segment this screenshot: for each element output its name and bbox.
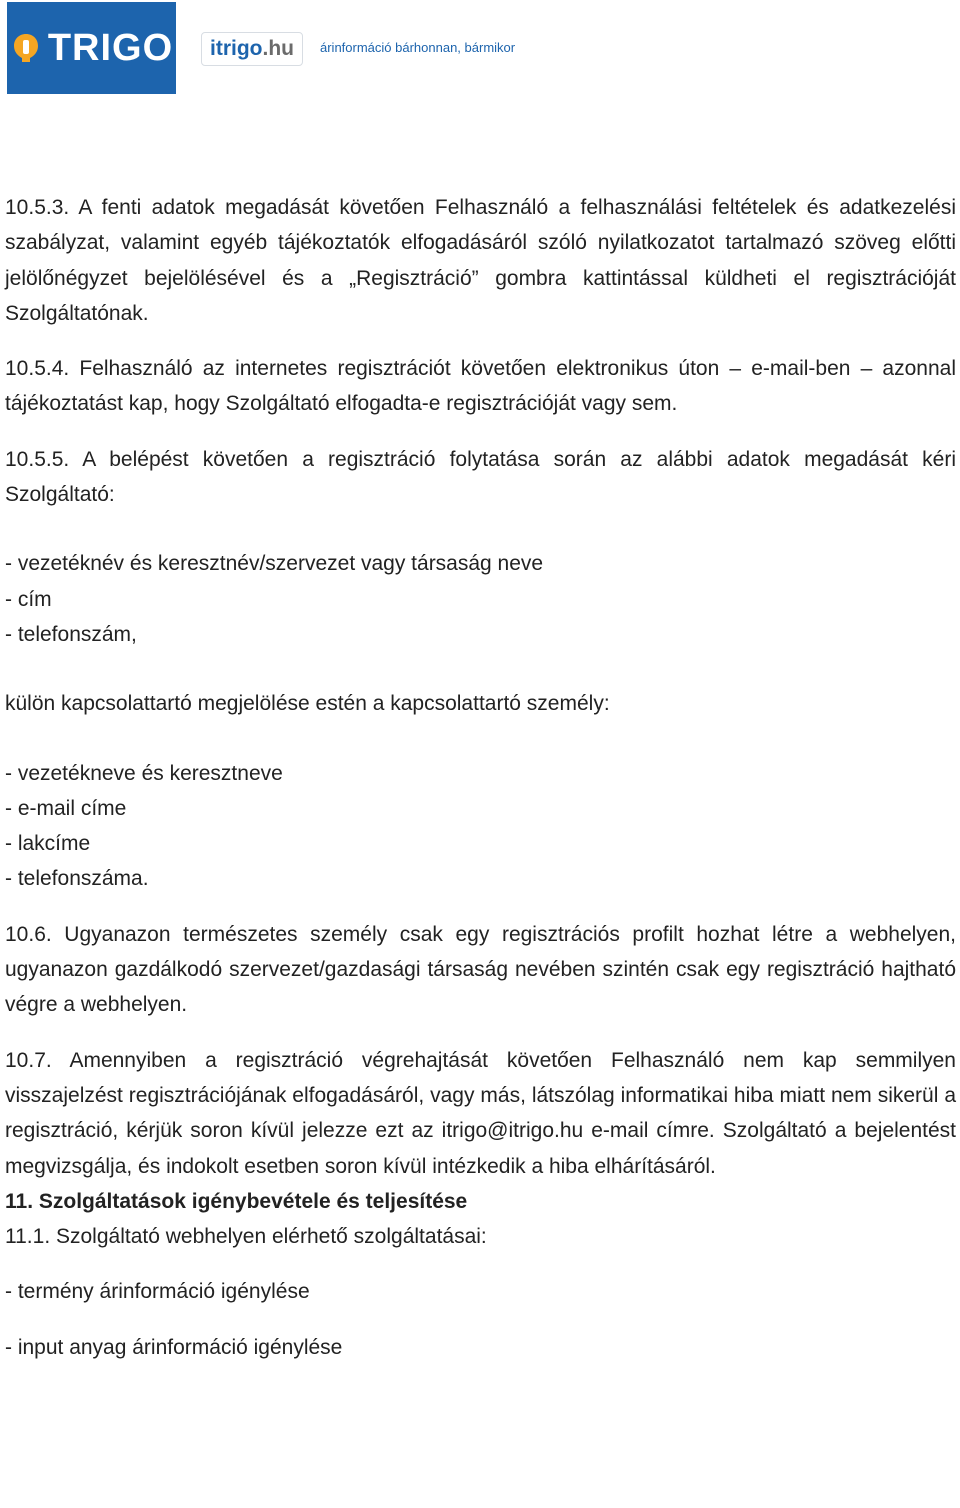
- paragraph-10-5-5: 10.5.5. A belépést követően a regisztráció folytatása során az alábbi adatok megadását kéri Szolgáltató:: [5, 447, 956, 507]
- trigo-logo[interactable]: [7, 2, 176, 94]
- list-item: - input anyag árinformáció igénylése: [5, 1335, 343, 1359]
- paragraph-10-7: 10.7. Amennyiben a regisztráció végrehajtását követően Felhasználó nem kap semmilyen visszajelzést regisztrációjának elfogadásáról, vagy más, látszólag informatikai hiba miatt nem sikerül a regisztráció, kérjük soron kívül jelezze ezt az itrigo@itrigo.hu e-mail címre. Szolgáltató a bejelentést megvizsgálja, és indokolt esetben soron kívül intézkedik a hiba elhárításáról.: [5, 1048, 956, 1178]
- list-item: - telefonszám,: [5, 622, 137, 646]
- registration-data-list: [5, 546, 956, 652]
- list-item: - termény árinformáció igénylése: [5, 1280, 310, 1304]
- page-header: [0, 0, 960, 100]
- contact-data-list: [5, 756, 956, 897]
- list-item: - e-mail címe: [5, 796, 127, 820]
- paragraph-contact-person: külön kapcsolattartó megjelölése estén a kapcsolattartó személy:: [5, 692, 610, 716]
- list-item: - vezetékneve és keresztneve: [5, 761, 283, 785]
- itrigo-logo-main: itrigo: [210, 37, 263, 60]
- list-item: - telefonszáma.: [5, 867, 149, 891]
- paragraph-10-5-4: 10.5.4. Felhasználó az internetes regisztrációt követően elektronikus úton – e-mail-ben – azonnal tájékoztatást kap, hogy Szolgáltató elfogadta-e regisztrációját vagy sem.: [5, 357, 956, 416]
- itrigo-logo-domain: .hu: [262, 37, 294, 60]
- paragraph-11-1: 11.1. Szolgáltató webhelyen elérhető szolgáltatásai:: [5, 1225, 487, 1249]
- list-item: - lakcíme: [5, 832, 91, 856]
- itrigo-logo[interactable]: [201, 32, 303, 66]
- section-heading-11: 11. Szolgáltatások igénybevétele és teljesítése: [5, 1189, 468, 1213]
- paragraph-10-5-3: 10.5.3. A fenti adatok megadását követően Felhasználó a felhasználási feltételek és adatkezelési szabályzat, valamint egyéb tájékoztatók elfogadásáról szóló nyilatkozatot tartalmazó szöveg előtti jelölőnégyzet bejelölésével és a „Regisztráció” gombra kattintással küldheti el regisztrációját Szolgáltatónak.: [5, 196, 956, 325]
- list-item: - cím: [5, 587, 52, 611]
- trigo-logo-text: TRIGO: [47, 27, 174, 69]
- header-tagline: árinformáció bárhonnan, bármikor: [320, 40, 516, 55]
- list-item: - vezetéknév és keresztnév/szervezet vagy társaság neve: [5, 552, 544, 576]
- document-body: [5, 190, 956, 1365]
- trigo-logo-icon: [10, 32, 42, 64]
- paragraph-10-6: 10.6. Ugyanazon természetes személy csak egy regisztrációs profilt hozhat létre a webhelyen, ugyanazon gazdálkodó szervezet/gazdasági társaság nevében szintén csak egy regisztráció hajtható végre a webhelyen.: [5, 922, 956, 1017]
